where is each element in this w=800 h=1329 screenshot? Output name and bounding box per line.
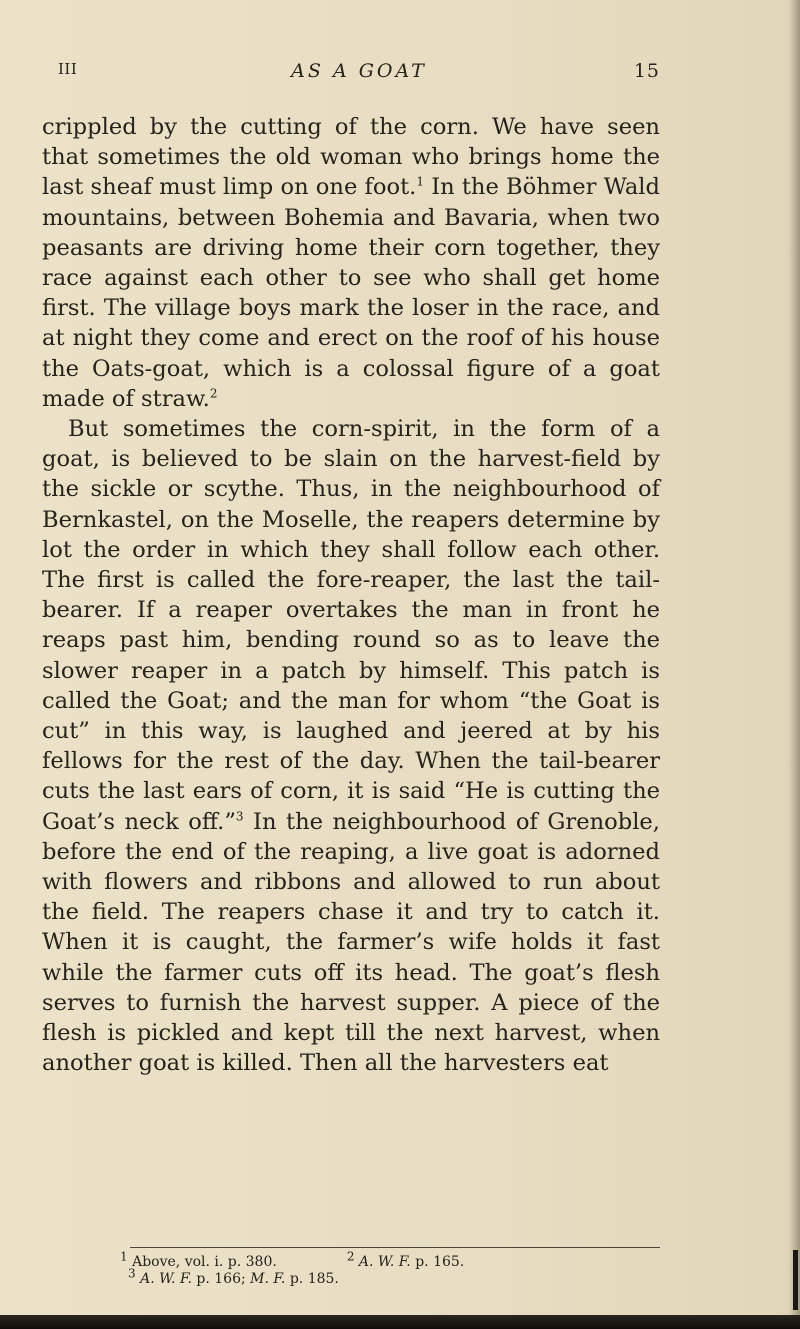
page-edge-mark — [793, 1250, 798, 1310]
footnote-ref-3: 3 — [235, 809, 244, 824]
footnote-1-text: Above, vol. i. p. 380. — [132, 1254, 277, 1270]
footnote-row-1 — [120, 1249, 680, 1271]
footnote-rule — [130, 1247, 660, 1248]
footnote-2-source: A. W. F. — [358, 1254, 411, 1270]
footnote-2-page: p. 165. — [415, 1254, 465, 1270]
page-edge-shadow — [788, 0, 800, 1329]
footnote-ref-2: 2 — [209, 386, 218, 401]
footnote-3-source-a: A. W. F. — [140, 1271, 192, 1287]
footnote-3-source-b: M. F. — [250, 1271, 286, 1287]
footnote-3-page-b: p. 185. — [289, 1271, 339, 1287]
paragraph-1 — [42, 112, 660, 414]
paragraph-1-text-a: crippled by the cutting of the corn. We have seen that sometimes the old woman who brings home the last sheaf must limp on one foot. — [42, 114, 660, 201]
paragraph-2-text-b: In the neighbourhood of Grenoble, before the end of the reaping, a live goat is adorned with flowers and ribbons and allowed to run about the field. The reapers chase it and try to catch it. When it is caught, the farmer’s wife holds it fast while the farmer cuts off its head. The goat’s flesh serves to furnish the harvest supper. A piece of the flesh is pickled and kept till the next harvest, when another goat is killed. Then all the harvesters eat — [42, 808, 660, 1077]
paragraph-1-text-b: In the Böhmer Wald mountains, between Bohemia and Bavaria, when two peasants are driving home their corn together, they race against each other to see who shall get home first. The village boys mark the loser in the race, and at night they come and erect on the roof of his house the Oats-goat, which is a colossal figure of a goat made of straw. — [42, 174, 661, 412]
scan-bottom-edge — [0, 1315, 800, 1329]
chapter-number: III — [58, 60, 78, 78]
paragraph-2-text-a: But sometimes the corn-spirit, in the form of a goat, is believed to be slain on the harvest-field by the sickle or scythe. Thus, in the neighbourhood of Bernkastel, on the Moselle, the reapers determine by lot the order in which they shall follow each other. The first is called the fore-reaper, the last the tail-bearer. If a reaper overtakes the man in front he reaps past him, bending round so as to leave the slower reaper in a patch by himself. This patch is called the Goat; and the man for whom “the Goat is cut” in this way, is laughed and jeered at by his fellows for the rest of the day. When the tail-bearer cuts the last ears of corn, it is said “He is cutting the Goat’s neck off.” — [42, 416, 660, 835]
footnote-marker-2: 2 — [346, 1249, 355, 1264]
footnote-ref-1: 1 — [416, 174, 424, 189]
footnote-3-page-a: p. 166; — [196, 1271, 246, 1287]
body-text — [42, 112, 660, 1079]
page-number: 15 — [633, 60, 660, 82]
paragraph-2 — [42, 414, 660, 1078]
footnote-marker-3: 3 — [128, 1266, 136, 1281]
running-header — [58, 60, 660, 90]
footnote-marker-1: 1 — [120, 1249, 128, 1264]
footnote-row-2 — [120, 1266, 680, 1288]
footnotes — [120, 1249, 680, 1288]
running-title: AS A GOAT — [291, 60, 427, 82]
